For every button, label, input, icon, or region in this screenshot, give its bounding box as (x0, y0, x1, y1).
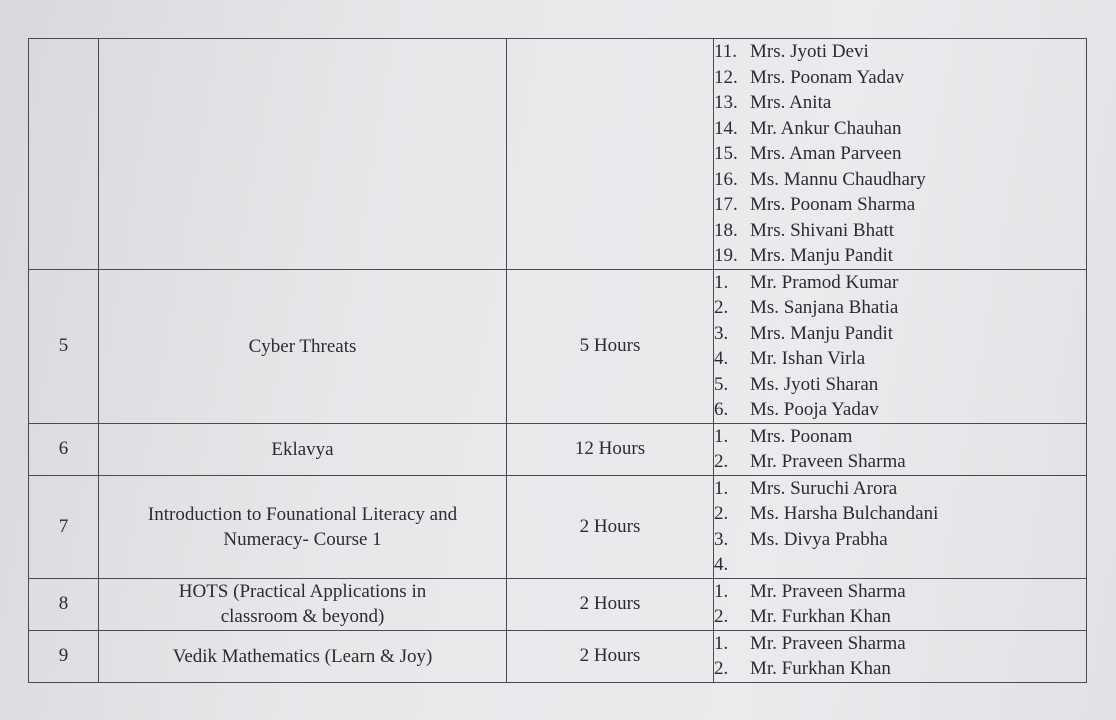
participant-number: 1. (714, 425, 729, 447)
participants-cell (714, 630, 1087, 682)
table-row (29, 475, 1087, 578)
duration-cell: 2 Hours (507, 630, 714, 682)
table-row (29, 630, 1087, 682)
participant-name: Mrs. Poonam Yadav (750, 66, 905, 88)
list-item (714, 192, 1086, 218)
duration-cell: 2 Hours (507, 475, 714, 578)
participants-cell (714, 475, 1087, 578)
list-item (714, 270, 1086, 296)
participant-name: Mr. Furkhan Khan (750, 606, 891, 627)
serial-number-cell (29, 39, 99, 270)
participant-name: Ms. Pooja Yadav (750, 399, 879, 420)
participant-name: Mr. Praveen Sharma (750, 632, 906, 654)
table-row (29, 39, 1087, 270)
participant-list (714, 270, 1086, 423)
participant-number: 19. (714, 245, 738, 266)
list-item (714, 579, 1086, 605)
participant-number: 4. (714, 348, 729, 369)
participant-name: Mr. Ishan Virla (750, 348, 866, 369)
list-item (714, 397, 1086, 423)
participant-name: Ms. Jyoti Sharan (750, 373, 879, 395)
duration-cell: 12 Hours (507, 423, 714, 475)
program-name-line: Numeracy- Course 1 (223, 528, 382, 550)
serial-number-cell: 8 (29, 578, 99, 630)
participant-name: Mr. Ankur Chauhan (750, 117, 902, 139)
list-item (714, 295, 1086, 321)
participant-list (714, 39, 1086, 269)
participant-name: Mrs. Anita (750, 92, 832, 113)
duration-cell: 2 Hours (507, 578, 714, 630)
participant-list (714, 579, 1086, 630)
participant-number: 5. (714, 373, 729, 395)
list-item (714, 346, 1086, 372)
table-row (29, 423, 1087, 475)
participant-number: 4. (714, 554, 729, 575)
list-item (714, 656, 1086, 682)
participant-name: Ms. Harsha Bulchandani (750, 503, 939, 524)
participant-number: 1. (714, 271, 729, 293)
participant-name: Mr. Furkhan Khan (750, 658, 891, 679)
participant-name: Mrs. Suruchi Arora (750, 477, 898, 499)
participant-name: Mrs. Aman Parveen (750, 143, 902, 164)
participant-number: 3. (714, 528, 729, 550)
participant-name: Mr. Praveen Sharma (750, 451, 906, 472)
participant-number: 2. (714, 503, 729, 524)
list-item (714, 424, 1086, 450)
participant-number: 12. (714, 66, 738, 88)
serial-number-cell: 9 (29, 630, 99, 682)
participant-list (714, 631, 1086, 682)
serial-number-cell: 7 (29, 475, 99, 578)
participant-name: Mrs. Manju Pandit (750, 245, 894, 266)
participant-number: 11. (714, 41, 738, 62)
training-participants-table (28, 38, 1087, 683)
list-item (714, 167, 1086, 193)
participant-list (714, 476, 1086, 578)
participant-number: 2. (714, 451, 729, 472)
participants-cell (714, 269, 1087, 423)
program-name-line: classroom & beyond) (220, 606, 385, 627)
list-item (714, 116, 1086, 142)
participant-name: Ms. Divya Prabha (750, 528, 888, 550)
list-item (714, 90, 1086, 116)
program-name-line: Introduction to Founational Literacy and (147, 503, 458, 525)
participant-number: 2. (714, 658, 729, 679)
list-item (714, 552, 1086, 578)
program-name-cell: Vedik Mathematics (Learn & Joy) (99, 630, 507, 682)
participant-number: 1. (714, 477, 729, 499)
participant-name: Mr. Praveen Sharma (750, 580, 906, 602)
participant-number: 13. (714, 92, 738, 113)
program-name-cell (99, 475, 507, 578)
participant-name: Ms. Sanjana Bhatia (750, 297, 899, 318)
participant-name: Mrs. Poonam Sharma (750, 194, 916, 215)
table-row (29, 269, 1087, 423)
list-item (714, 218, 1086, 244)
list-item (714, 372, 1086, 398)
list-item (714, 243, 1086, 269)
participant-name: Mrs. Jyoti Devi (750, 41, 869, 62)
participant-name: Mr. Pramod Kumar (750, 271, 899, 293)
duration-cell (507, 39, 714, 270)
participant-number: 16. (714, 168, 738, 190)
participant-number: 1. (714, 632, 729, 654)
participant-number: 3. (714, 322, 729, 344)
list-item (714, 141, 1086, 167)
participant-name: Mrs. Shivani Bhatt (750, 219, 895, 241)
participant-number: 17. (714, 194, 738, 215)
participant-list (714, 424, 1086, 475)
participant-name: Ms. Mannu Chaudhary (750, 168, 926, 190)
list-item (714, 476, 1086, 502)
participant-name: Mrs. Manju Pandit (750, 322, 894, 344)
participant-number: 15. (714, 143, 738, 164)
participant-number: 18. (714, 219, 738, 241)
participant-name: Mrs. Poonam (750, 425, 853, 447)
list-item (714, 501, 1086, 527)
program-name-cell (99, 578, 507, 630)
list-item (714, 321, 1086, 347)
serial-number-cell: 5 (29, 269, 99, 423)
program-name-cell: Cyber Threats (99, 269, 507, 423)
program-name-cell (99, 39, 507, 270)
participant-number: 2. (714, 606, 729, 627)
participant-number: 2. (714, 297, 729, 318)
list-item (714, 39, 1086, 65)
list-item (714, 631, 1086, 657)
list-item (714, 449, 1086, 475)
participant-number: 6. (714, 399, 729, 420)
list-item (714, 604, 1086, 630)
participants-cell (714, 578, 1087, 630)
participants-cell (714, 39, 1087, 270)
program-name-line: HOTS (Practical Applications in (178, 581, 427, 602)
participant-number: 14. (714, 117, 738, 139)
participants-cell (714, 423, 1087, 475)
list-item (714, 527, 1086, 553)
table-row (29, 578, 1087, 630)
duration-cell: 5 Hours (507, 269, 714, 423)
list-item (714, 65, 1086, 91)
serial-number-cell: 6 (29, 423, 99, 475)
participant-number: 1. (714, 580, 729, 602)
program-name-cell: Eklavya (99, 423, 507, 475)
